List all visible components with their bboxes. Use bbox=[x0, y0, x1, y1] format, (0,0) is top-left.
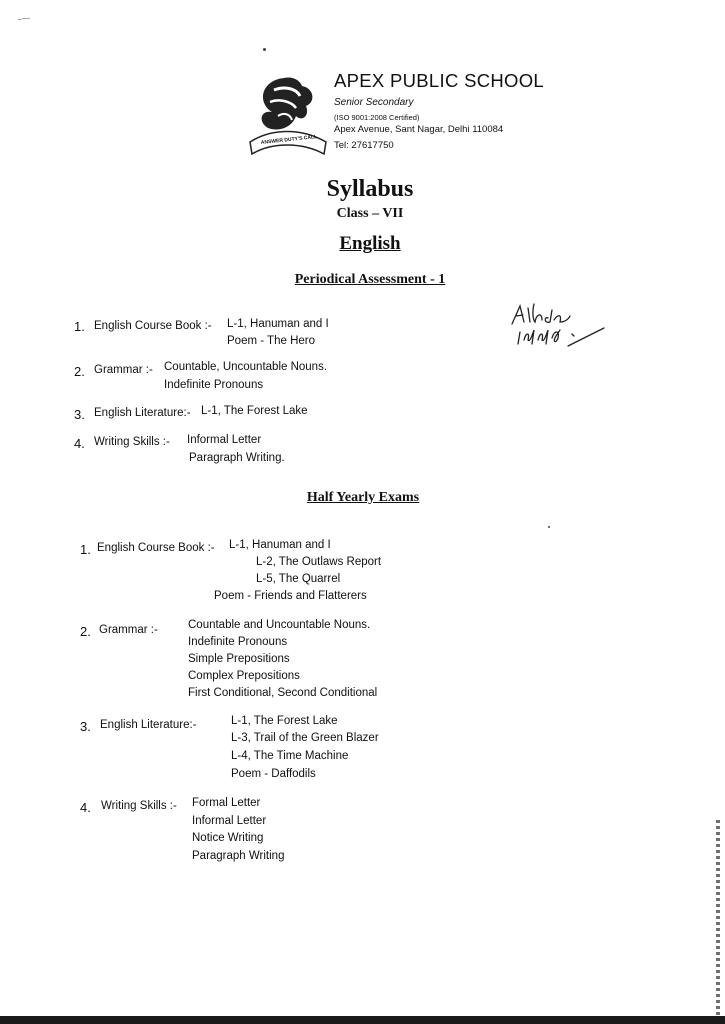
item-line: Complex Prepositions bbox=[188, 670, 300, 682]
item-line: L-4, The Time Machine bbox=[231, 750, 349, 762]
document-title: Syllabus bbox=[326, 176, 414, 202]
item-line: Paragraph Writing bbox=[192, 850, 285, 862]
item-label: Writing Skills :- bbox=[101, 800, 177, 812]
school-name: APEX PUBLIC SCHOOL bbox=[334, 70, 544, 91]
item-label: Writing Skills :- bbox=[94, 436, 170, 448]
school-address: Apex Avenue, Sant Nagar, Delhi 110084 bbox=[334, 124, 504, 135]
item-number: 2. bbox=[80, 624, 91, 639]
item-line: Indefinite Pronouns bbox=[188, 636, 288, 648]
item-line: L-1, The Forest Lake bbox=[231, 715, 338, 727]
item-line: Poem - The Hero bbox=[227, 335, 315, 347]
scan-speck bbox=[548, 526, 550, 528]
document-subject: English bbox=[339, 233, 401, 254]
item-line: Informal Letter bbox=[192, 815, 267, 827]
item-line: L-1, The Forest Lake bbox=[201, 405, 308, 417]
handwritten-signature bbox=[508, 300, 618, 352]
item-line: L-2, The Outlaws Report bbox=[256, 556, 382, 568]
item-line: L-5, The Quarrel bbox=[256, 573, 341, 585]
item-line: Indefinite Pronouns bbox=[164, 379, 264, 391]
item-number: 3. bbox=[74, 407, 85, 422]
school-certification: (ISO 9001:2008 Certified) bbox=[334, 113, 420, 122]
item-line: Countable, Uncountable Nouns. bbox=[164, 361, 328, 373]
item-line: L-3, Trail of the Green Blazer bbox=[231, 732, 379, 744]
item-label: English Literature:- bbox=[100, 719, 197, 731]
school-logo bbox=[244, 72, 330, 165]
item-number: 3. bbox=[80, 719, 91, 734]
item-label: English Literature:- bbox=[94, 407, 191, 419]
item-number: 1. bbox=[80, 542, 91, 557]
item-line: Informal Letter bbox=[187, 434, 262, 446]
document-class: Class – VII bbox=[336, 206, 404, 221]
section-heading-half-yearly: Half Yearly Exams bbox=[306, 490, 420, 505]
item-number: 4. bbox=[80, 800, 91, 815]
section-heading-pa1: Periodical Assessment - 1 bbox=[294, 272, 446, 287]
scan-edge bbox=[0, 1016, 725, 1024]
school-phone: Tel: 27617750 bbox=[334, 140, 394, 151]
item-line: Formal Letter bbox=[192, 797, 261, 809]
item-label: English Course Book :- bbox=[94, 320, 212, 332]
item-line: Notice Writing bbox=[192, 832, 264, 844]
item-number: 4. bbox=[74, 436, 85, 451]
corner-scribble: ~~~ bbox=[17, 15, 31, 24]
item-line: Countable and Uncountable Nouns. bbox=[188, 619, 371, 631]
item-label: Grammar :- bbox=[99, 624, 158, 636]
item-line: L-1, Hanuman and I bbox=[227, 318, 329, 330]
item-line: Poem - Friends and Flatterers bbox=[214, 590, 367, 602]
item-number: 2. bbox=[74, 364, 85, 379]
item-line: L-1, Hanuman and I bbox=[229, 539, 331, 551]
item-label: Grammar :- bbox=[94, 364, 153, 376]
logo-motto: ANSWER DUTY'S CALL bbox=[260, 134, 318, 146]
item-number: 1. bbox=[74, 319, 85, 334]
item-line: Poem - Daffodils bbox=[231, 768, 316, 780]
item-line: Simple Prepositions bbox=[188, 653, 290, 665]
item-line: Paragraph Writing. bbox=[189, 452, 285, 464]
scan-edge bbox=[716, 820, 720, 1016]
school-level: Senior Secondary bbox=[334, 97, 414, 108]
item-line: First Conditional, Second Conditional bbox=[188, 687, 378, 699]
scan-speck bbox=[263, 48, 266, 51]
item-label: English Course Book :- bbox=[97, 542, 215, 554]
